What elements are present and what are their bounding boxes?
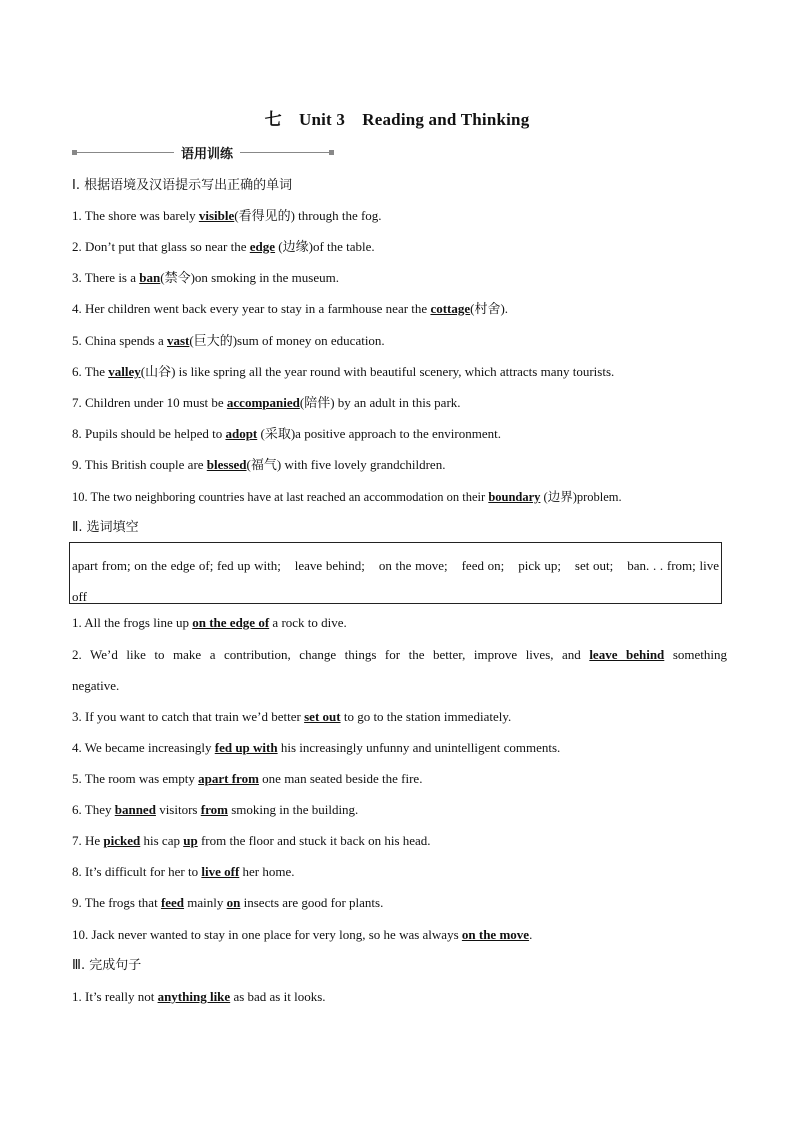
section-label: 语用训练 — [180, 147, 233, 162]
exercise-item: 3. There is a ban(禁令)on smoking in the museum. — [72, 270, 339, 285]
answer: edge — [249, 239, 276, 254]
exercise-item: 6. The valley(山谷) is like spring all the year round with beautiful scenery, which attracts many tourists. — [72, 364, 615, 379]
exercise-item-continuation: negative. — [72, 678, 120, 693]
exercise-item: 1. The shore was barely visible(看得见的) through the fog. — [72, 208, 382, 223]
exercise-item: 2. We’d like to make a contribution, change things for the better, improve lives, and leave behind something — [72, 647, 727, 662]
exercise-item: 1. It’s really not anything like as bad as it looks. — [72, 989, 326, 1004]
answer: picked — [103, 833, 141, 848]
part3-heading: Ⅲ. 完成句子 — [72, 958, 142, 973]
answer: on the edge of — [192, 615, 270, 630]
answer: on — [226, 895, 241, 910]
answer: live off — [201, 864, 240, 879]
exercise-item: 3. If you want to catch that train we’d better set out to go to the station immediately. — [72, 709, 512, 724]
exercise-item: 5. The room was empty apart from one man seated beside the fire. — [72, 771, 423, 786]
exercise-item: 1. All the frogs line up on the edge of a rock to dive. — [72, 615, 347, 630]
answer: from — [200, 802, 228, 817]
exercise-item: 7. He picked his cap up from the floor and stuck it back on his head. — [72, 833, 431, 848]
exercise-item: 6. They banned visitors from smoking in the building. — [72, 802, 359, 817]
answer: vast — [166, 333, 190, 348]
exercise-item: 9. The frogs that feed mainly on insects are good for plants. — [72, 895, 384, 910]
answer: apart from — [198, 771, 259, 786]
answer: fed up with — [214, 740, 278, 755]
word-bank-box — [69, 542, 722, 604]
exercise-item: 5. China spends a vast(巨大的)sum of money on education. — [72, 333, 385, 348]
divider-line-left — [76, 152, 174, 153]
exercise-item: 8. Pupils should be helped to adopt (采取)a positive approach to the environment. — [72, 426, 501, 441]
exercise-item: 4. Her children went back every year to stay in a farmhouse near the cottage(村舍). — [72, 301, 509, 316]
answer: visible — [198, 208, 235, 223]
word-bank-text: apart from; on the edge of; fed up with; leave behind; on the move; feed on; pick up; set out; ban. . . from; live off — [72, 558, 719, 604]
answer: anything like — [157, 989, 231, 1004]
divider-square-right — [329, 150, 334, 155]
part2-heading: Ⅱ. 选词填空 — [72, 520, 139, 535]
answer: boundary — [488, 490, 541, 504]
section-header — [72, 143, 334, 163]
answer: valley — [108, 364, 141, 379]
answer: adopt — [225, 426, 258, 441]
page-title: 七 Unit 3 Reading and Thinking — [264, 110, 530, 129]
answer: feed — [160, 895, 185, 910]
answer: accompanied — [226, 395, 300, 410]
exercise-item: 2. Don’t put that glass so near the edge (边缘)of the table. — [72, 239, 375, 254]
exercise-item: 8. It’s difficult for her to live off her home. — [72, 864, 295, 879]
answer: ban — [139, 270, 161, 285]
exercise-item: 4. We became increasingly fed up with his increasingly unfunny and unintelligent comments. — [72, 740, 561, 755]
answer: set out — [304, 709, 341, 724]
part1-heading: Ⅰ. 根据语境及汉语提示写出正确的单词 — [72, 178, 293, 193]
exercise-item: 9. This British couple are blessed(福气) with five lovely grandchildren. — [72, 457, 446, 472]
exercise-item: 7. Children under 10 must be accompanied(陪伴) by an adult in this park. — [72, 395, 461, 410]
divider-line-right — [240, 152, 330, 153]
answer: blessed — [206, 457, 247, 472]
answer: cottage — [430, 301, 471, 316]
exercise-item: 10. The two neighboring countries have at last reached an accommodation on their boundary (边界)problem. — [72, 490, 622, 504]
answer: leave behind — [589, 647, 665, 662]
answer: banned — [114, 802, 156, 817]
answer: up — [183, 833, 198, 848]
exercise-item: 10. Jack never wanted to stay in one place for very long, so he was always on the move. — [72, 927, 533, 942]
answer: on the move — [461, 927, 530, 942]
